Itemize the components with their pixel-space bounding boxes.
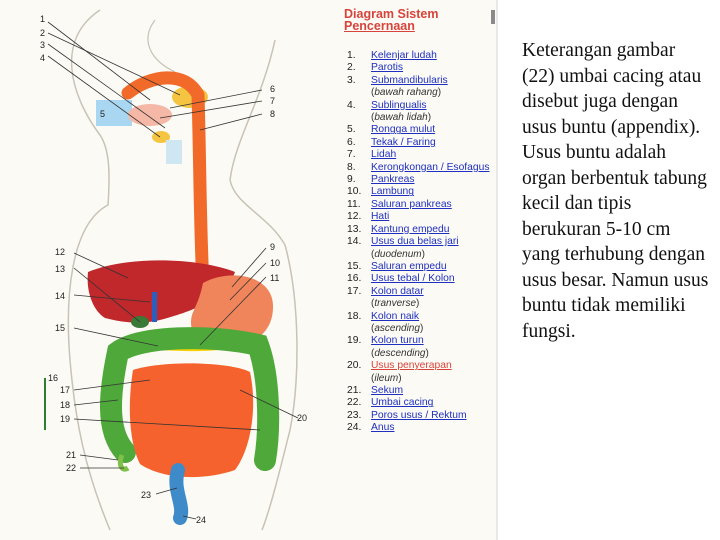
legend-item xyxy=(344,236,490,261)
legend-item xyxy=(344,149,490,161)
legend-item xyxy=(344,273,490,285)
legend-item-name[interactable]: Anus xyxy=(371,422,395,434)
legend-item-name[interactable]: Lidah xyxy=(371,149,397,161)
legend-item xyxy=(344,211,490,223)
callout-4: 4 xyxy=(40,53,46,63)
legend-item-subtitle: (tranverse) xyxy=(371,298,420,310)
legend-item-number: 17. xyxy=(347,285,362,297)
legend-item-number: 18. xyxy=(347,310,362,322)
callout-24: 24 xyxy=(196,515,207,525)
legend-item-name[interactable]: Kerongkongan / Esofagus xyxy=(371,161,490,173)
legend-item-number: 7. xyxy=(347,149,356,161)
legend-item-name[interactable]: Rongga mulut xyxy=(371,124,436,136)
legend-item xyxy=(344,75,490,100)
bile-duct xyxy=(152,292,157,322)
legend-item xyxy=(344,286,490,311)
legend-item xyxy=(344,385,490,397)
legend-item-number: 4. xyxy=(347,99,356,111)
legend-item-name[interactable]: Saluran empedu xyxy=(371,260,447,272)
diagram-title xyxy=(344,8,438,32)
scrollbar-thumb xyxy=(491,10,495,24)
legend-item-number: 16. xyxy=(347,273,362,285)
legend-item-name[interactable]: Poros usus / Rektum xyxy=(371,409,467,421)
legend-item-number: 19. xyxy=(347,335,362,347)
legend-item-name[interactable]: Lambung xyxy=(371,186,414,198)
callout-20: 20 xyxy=(297,413,308,423)
legend-item-number: 10. xyxy=(347,186,362,198)
legend-item xyxy=(344,335,490,360)
diagram-title-line2: Pencernaan xyxy=(344,19,415,33)
callout-1: 1 xyxy=(40,14,46,24)
legend-item xyxy=(344,62,490,74)
callout-22: 22 xyxy=(66,463,77,473)
legend-item-number: 2. xyxy=(347,62,356,74)
legend-item xyxy=(344,261,490,273)
legend-item-name[interactable]: Parotis xyxy=(371,62,404,74)
legend-item-number: 6. xyxy=(347,136,356,148)
face-outline xyxy=(148,20,175,72)
legend-item xyxy=(344,137,490,149)
callout-3: 3 xyxy=(40,40,46,50)
callout-11: 11 xyxy=(270,273,280,283)
callout-19: 19 xyxy=(60,414,71,424)
legend-item-name[interactable]: Usus penyerapan xyxy=(371,360,452,372)
caption-text: Keterangan gambar (22) umbai cacing atau disebut juga dengan usus buntu (appendix). Usus buntu adalah organ berbentuk tabung kecil dan tipis berukuran 5-10 cm yang terhubung dengan usus besar. Namun usus buntu tidak memiliki fungsi. xyxy=(522,40,709,342)
legend-item xyxy=(344,174,490,186)
legend-item-subtitle-text: bawah lidah xyxy=(374,112,428,124)
legend-item-name[interactable]: Usus dua belas jari xyxy=(371,236,459,248)
legend-item-subtitle-text: tranverse xyxy=(374,298,417,310)
callout-18: 18 xyxy=(60,400,71,410)
legend-item-name[interactable]: Kantung empedu xyxy=(371,223,450,235)
legend-item-number: 14. xyxy=(347,236,362,248)
legend-item-name[interactable]: Kolon datar xyxy=(371,285,424,297)
callout-5: 5 xyxy=(100,109,106,119)
callout-15: 15 xyxy=(55,323,66,333)
trachea xyxy=(166,140,182,164)
callout-14: 14 xyxy=(55,291,66,301)
callout-16: 16 xyxy=(48,373,59,383)
legend-item-subtitle-text: ileum xyxy=(374,372,399,384)
legend-item xyxy=(344,422,490,434)
legend-item-subtitle: (bawah rahang) xyxy=(371,87,442,99)
legend-item-number: 1. xyxy=(347,50,356,61)
legend-item-name[interactable]: Tekak / Faring xyxy=(371,136,436,148)
legend-item-subtitle: (duodenum) xyxy=(371,248,425,260)
legend-item-subtitle: (descending) xyxy=(371,347,429,359)
callout-23: 23 xyxy=(141,490,152,500)
legend-item xyxy=(344,124,490,136)
legend-item-name[interactable]: Umbai cacing xyxy=(371,397,434,409)
legend-item-number: 5. xyxy=(347,124,356,136)
legend-item-subtitle: (ileum) xyxy=(371,372,402,384)
legend-item-subtitle-text: bawah rahang xyxy=(374,87,438,99)
legend-item xyxy=(344,199,490,211)
legend-item-number: 21. xyxy=(347,384,362,396)
legend-item-name[interactable]: Sublingualis xyxy=(371,99,427,111)
legend-item-number: 24. xyxy=(347,422,362,434)
legend-item-number: 9. xyxy=(347,174,356,186)
legend-item-name[interactable]: Kolon turun xyxy=(371,335,424,347)
legend-item xyxy=(344,360,490,385)
organ-legend xyxy=(344,50,490,435)
legend-item-subtitle-text: descending xyxy=(374,347,426,359)
legend-item xyxy=(344,50,490,62)
callout-8: 8 xyxy=(270,109,276,119)
legend-item-name[interactable]: Submandibularis xyxy=(371,74,448,86)
legend-item xyxy=(344,311,490,336)
diagram-title-line1: Diagram Sistem xyxy=(344,7,439,21)
legend-item xyxy=(344,186,490,198)
legend-item-number: 22. xyxy=(347,397,362,409)
legend-item-name[interactable]: Pankreas xyxy=(371,174,415,186)
callout-7: 7 xyxy=(270,96,276,106)
legend-item-number: 23. xyxy=(347,409,362,421)
legend-item-number: 13. xyxy=(347,223,362,235)
callout-2: 2 xyxy=(40,28,46,38)
legend-item-name[interactable]: Kelenjar ludah xyxy=(371,50,437,61)
legend-item xyxy=(344,410,490,422)
legend-item-subtitle: (bawah lidah) xyxy=(371,112,432,124)
rectum xyxy=(176,470,181,518)
callout-10: 10 xyxy=(270,258,281,268)
legend-item-number: 15. xyxy=(347,260,362,272)
legend-item-name[interactable]: Kolon naik xyxy=(371,310,420,322)
oral-cavity xyxy=(128,104,172,126)
legend-item-number: 11. xyxy=(347,198,361,210)
legend-item-name[interactable]: Usus tebal / Kolon xyxy=(371,273,455,285)
legend-item-number: 8. xyxy=(347,161,356,173)
legend-item-name[interactable]: Sekum xyxy=(371,384,404,396)
legend-item-number: 20. xyxy=(347,360,362,372)
legend-item xyxy=(344,397,490,409)
legend-item-subtitle-text: duodenum xyxy=(374,248,422,260)
legend-item-number: 3. xyxy=(347,74,356,86)
legend-item xyxy=(344,100,490,125)
legend-item-subtitle-text: ascending xyxy=(374,322,420,334)
legend-item-subtitle: (ascending) xyxy=(371,322,424,334)
legend-item xyxy=(344,224,490,236)
legend-item xyxy=(344,162,490,174)
callout-13: 13 xyxy=(55,264,66,274)
callout-12: 12 xyxy=(55,247,66,257)
callout-9: 9 xyxy=(270,242,276,252)
callout-6: 6 xyxy=(270,84,276,94)
legend-item-number: 12. xyxy=(347,211,362,223)
callout-17: 17 xyxy=(60,385,71,395)
legend-item-name[interactable]: Hati xyxy=(371,211,390,223)
panel-divider xyxy=(496,0,498,540)
callout-21: 21 xyxy=(66,450,77,460)
legend-item-name[interactable]: Saluran pankreas xyxy=(371,198,452,210)
